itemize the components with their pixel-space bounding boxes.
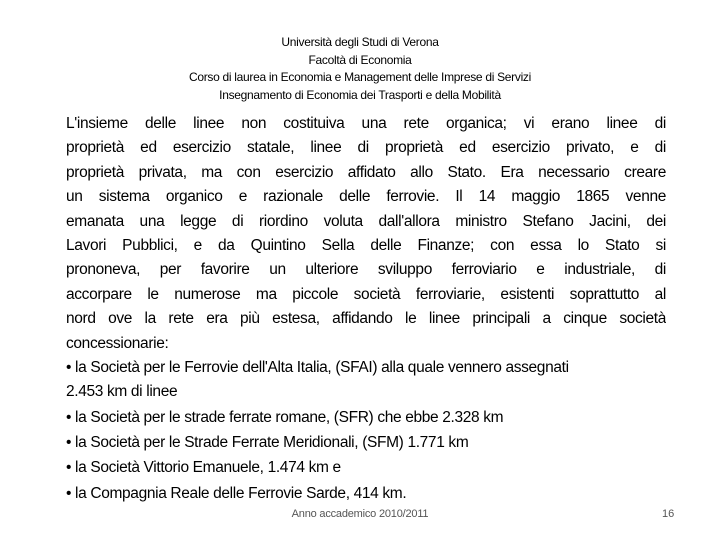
paragraph-line: Lavori Pubblici, e da Quintino Sella delle Finanze; con essa lo Stato si: [66, 236, 666, 254]
slide-body: [66, 112, 666, 506]
list-item-sfr: • la Società per le strade ferrate romane, (SFR) che ebbe 2.328 km: [66, 408, 504, 426]
paragraph-line: proprietà ed esercizio statale, linee di proprietà ed esercizio privato, e di: [66, 139, 666, 157]
paragraph-line: prononeva, per favorire un ulteriore sviluppo ferroviario e industriale, di: [66, 261, 666, 279]
degree-course: Corso di laurea in Economia e Management delle Imprese di Servizi: [188, 70, 531, 84]
course-name: Insegnamento di Economia dei Trasporti e della Mobilità: [219, 87, 501, 102]
company-list: [66, 356, 666, 506]
list-item-sfai-continued: 2.453 km di linee: [66, 383, 178, 401]
paragraph-line: accorpare le numerose ma piccole società ferroviarie, esistenti soprattutto al: [66, 285, 666, 303]
paragraph-line: nord ove la rete era più estesa, affidando le linee principali a cinque società: [66, 310, 666, 328]
footer-academic-year: Anno accademico 2010/2011: [291, 508, 429, 520]
paragraph-line: concessionarie:: [66, 334, 169, 352]
list-item-sfai: • la Società per le Ferrovie dell'Alta Italia, (SFAI) alla quale vennero assegnati: [66, 358, 569, 376]
paragraph-line: proprietà privata, ma con esercizio affidato allo Stato. Era necessario creare: [66, 163, 666, 181]
paragraph-line: emanata una legge di riordino voluta dall'allora ministro Stefano Jacini, dei: [66, 212, 666, 230]
faculty-name: Facoltà di Economia: [308, 52, 412, 67]
list-item-ferrovie-sarde: • la Compagnia Reale delle Ferrovie Sarde, 414 km.: [66, 484, 407, 502]
paragraph-line: un sistema organico e razionale delle ferrovie. Il 14 maggio 1865 venne: [66, 188, 666, 206]
list-item-sfm: • la Società per le Strade Ferrate Meridionali, (SFM) 1.771 km: [66, 434, 469, 452]
list-item-vittorio-emanuele: • la Società Vittorio Emanuele, 1.474 km e: [66, 459, 341, 477]
university-name: Università degli Studi di Verona: [281, 35, 439, 49]
slide-header: [0, 34, 720, 104]
paragraph-line: L'insieme delle linee non costituiva una rete organica; vi erano linee di: [66, 115, 666, 132]
paragraph: [66, 112, 666, 356]
page-number: 16: [662, 508, 675, 520]
